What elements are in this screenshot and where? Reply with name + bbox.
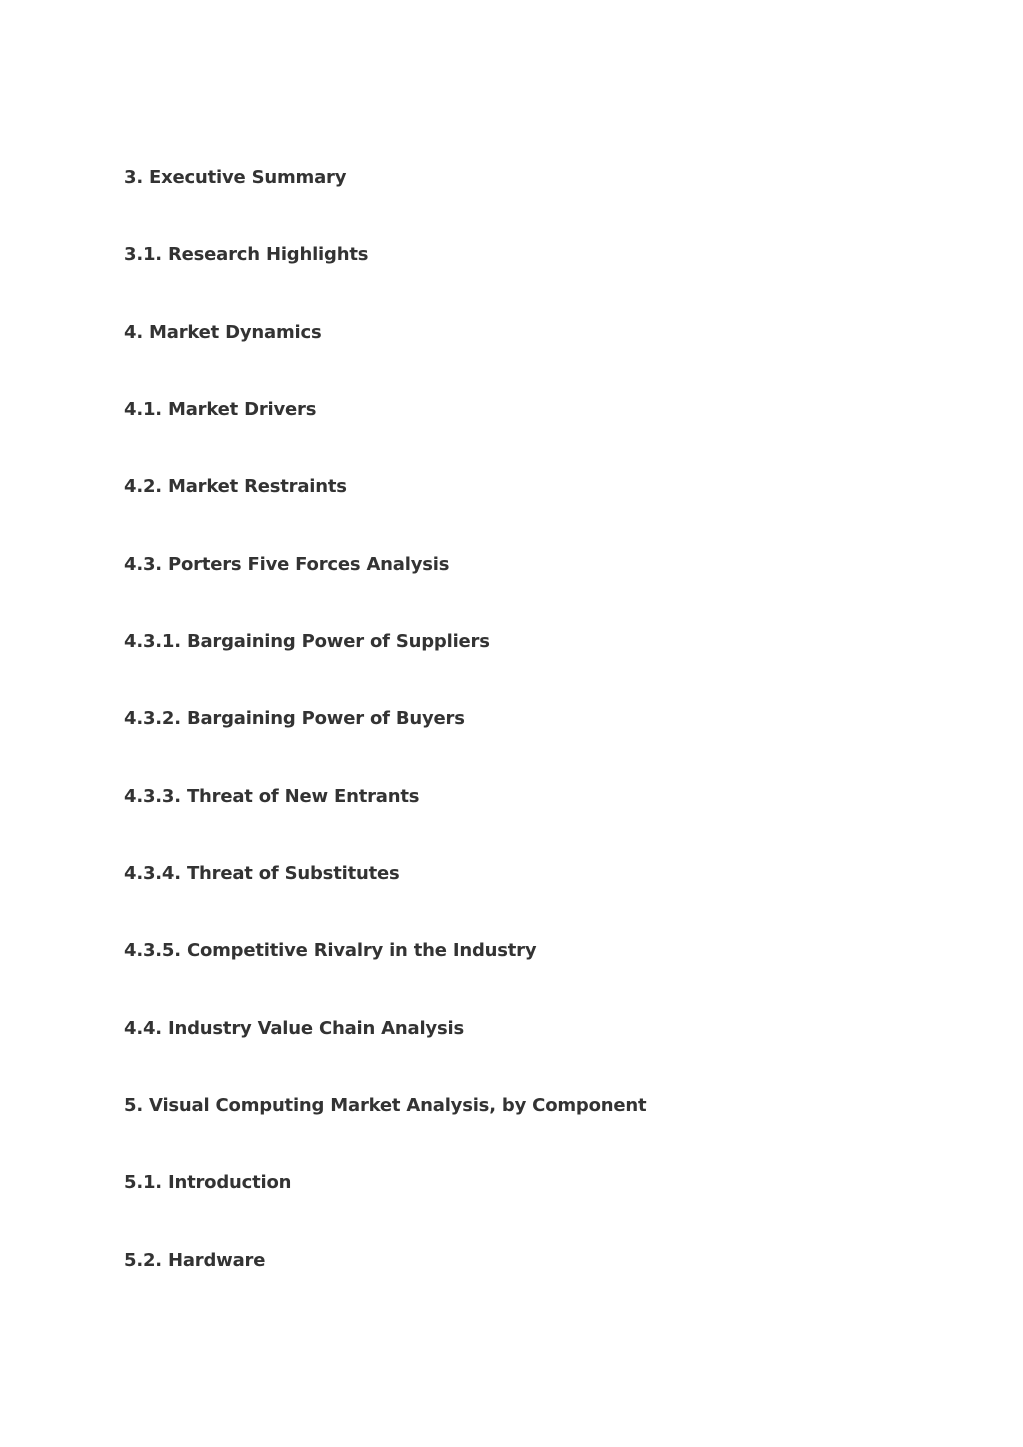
toc-entry-porters-five-forces: 4.3. Porters Five Forces Analysis [124, 553, 450, 575]
toc-entry-introduction: 5.1. Introduction [124, 1172, 292, 1194]
toc-entry-competitive-rivalry: 4.3.5. Competitive Rivalry in the Industry [124, 940, 537, 962]
toc-entry-market-drivers: 4.1. Market Drivers [124, 398, 317, 420]
toc-entry-hardware: 5.2. Hardware [124, 1249, 266, 1271]
toc-entry-market-restraints: 4.2. Market Restraints [124, 476, 347, 498]
toc-entry-threat-substitutes: 4.3.4. Threat of Substitutes [124, 862, 400, 884]
toc-entry-executive-summary: 3. Executive Summary [124, 167, 347, 188]
table-of-contents [124, 166, 646, 1326]
toc-entry-bargaining-power-buyers: 4.3.2. Bargaining Power of Buyers [124, 708, 465, 730]
toc-entry-market-dynamics: 4. Market Dynamics [124, 321, 322, 343]
toc-entry-analysis-by-component: 5. Visual Computing Market Analysis, by Component [124, 1094, 647, 1116]
toc-entry-threat-new-entrants: 4.3.3. Threat of New Entrants [124, 785, 420, 807]
toc-entry-bargaining-power-suppliers: 4.3.1. Bargaining Power of Suppliers [124, 630, 490, 652]
toc-entry-research-highlights: 3.1. Research Highlights [124, 244, 369, 266]
toc-entry-value-chain-analysis: 4.4. Industry Value Chain Analysis [124, 1017, 464, 1039]
